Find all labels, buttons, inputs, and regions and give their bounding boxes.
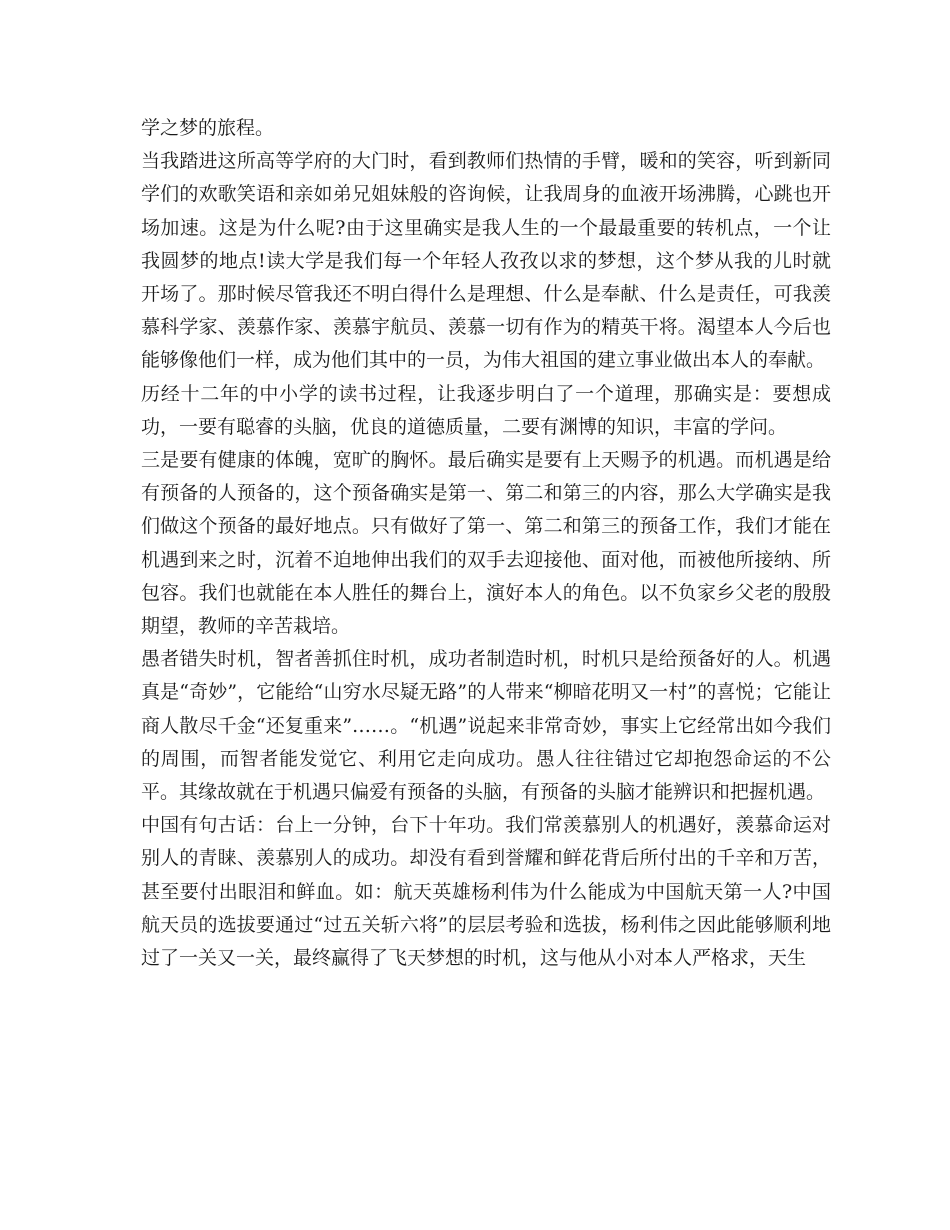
paragraph-2: 当我踏进这所高等学府的大门时，看到教师们热情的手臂，暖和的笑容，听到新同学们的欢歌笑语和亲如弟兄姐妹般的咨询候，让我周身的血液开场沸腾，心跳也开场加速。这是为什么呢?由于这里确实是我人生的一个最最重要的转机点，一个让我圆梦的地点!读大学是我们每一个年轻人孜孜以求的梦想，这个梦从我的儿时就开场了。那时候尽管我还不明白得什么是理想、什么是奉献、什么是责任，可我羡慕科学家、羡慕作家、羡慕宇航员、羡慕一切有作为的精英干将。渴望本人今后也能够像他们一样，成为他们其中的一员，为伟大祖国的建立事业做出本人的奉献。 [141,150,831,372]
paragraph-4: 三是要有健康的体魄，宽旷的胸怀。最后确实是要有上天赐予的机遇。而机遇是给有预备的人预备的，这个预备确实是第一、第二和第三的内容，那么大学确实是我们做这个预备的最好地点。只有做好了第一、第二和第三的预备工作，我们才能在机遇到来之时，沉着不迫地伸出我们的双手去迎接他、面对他，而被他所接纳、所包容。我们也就能在本人胜任的舞台上，演好本人的角色。以不负家乡父老的殷殷期望，教师的辛苦栽培。 [141,449,831,638]
paragraph-3: 历经十二年的中小学的读书过程，让我逐步明白了一个道理，那确实是：要想成功，一要有聪睿的头脑，优良的道德质量，二要有渊博的知识，丰富的学问。 [141,382,831,438]
paragraph-5: 愚者错失时机，智者善抓住时机，成功者制造时机，时机只是给预备好的人。机遇真是“奇妙”，它能给“山穷水尽疑无路”的人带来“柳暗花明又一村”的喜悦；它能让商人散尽千金“还复重来”……。“机遇”说起来非常奇妙，事实上它经常出如今我们的周围，而智者能发觉它、利用它走向成功。愚人往往错过它却抱怨命运的不公平。其缘故就在于机遇只偏爱有预备的头脑，有预备的头脑才能辨识和把握机遇。 [141,648,831,804]
paragraph-1: 学之梦的旅程。 [141,117,275,139]
paragraph-6: 中国有句古话：台上一分钟，台下十年功。我们常羡慕别人的机遇好，羡慕命运对别人的青睐、羡慕别人的成功。却没有看到誉耀和鲜花背后所付出的千辛和万苦，甚至要付出眼泪和鲜血。如：航天英雄杨利伟为什么能成为中国航天第一人?中国航天员的选拔要通过“过五关斩六将”的层层考验和选拔，杨利伟之因此能够顺利地过了一关又一关，最终赢得了飞天梦想的时机，这与他从小对本人严格求，天生 [141,814,831,970]
document-body [141,112,831,975]
